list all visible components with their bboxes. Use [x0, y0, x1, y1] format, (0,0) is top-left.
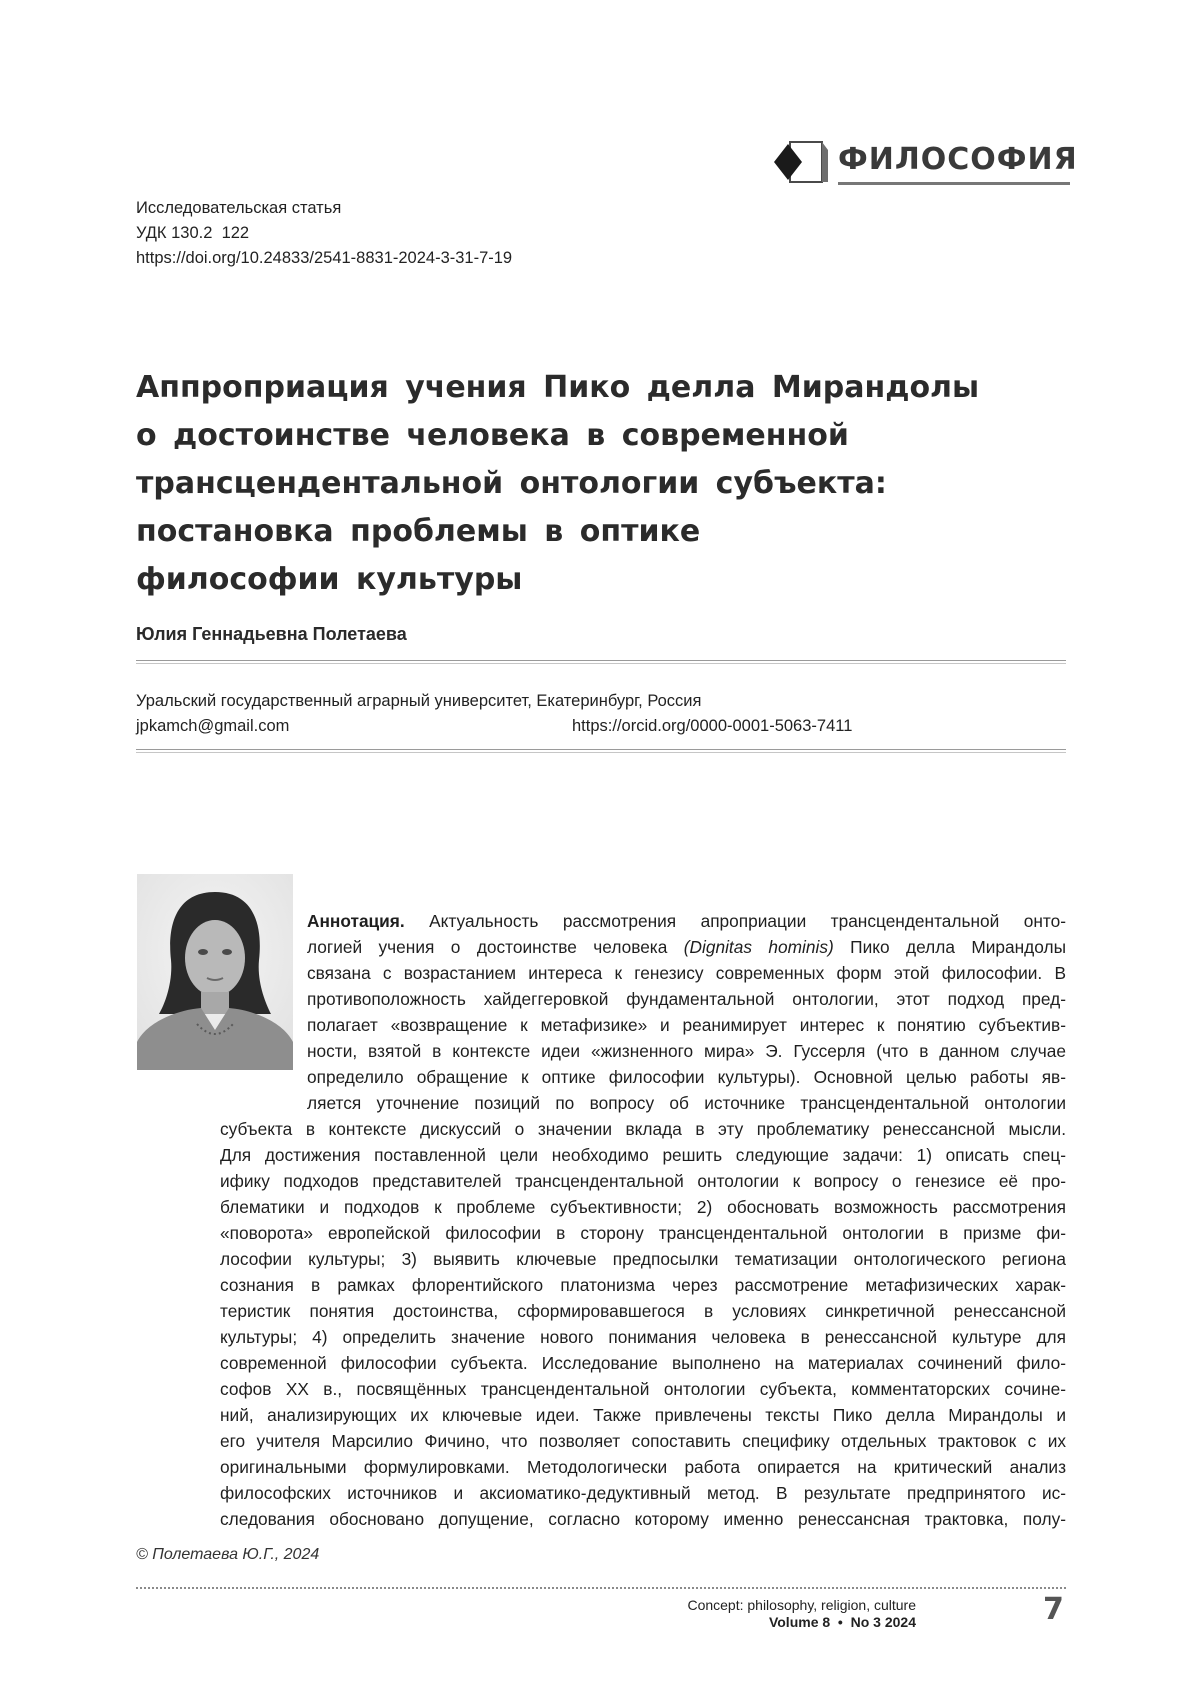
- abstract-line: софов XX в., посвящённых трансцендентальной онтологии субъекта, комментаторских сочине-: [220, 1379, 1066, 1399]
- abstract-line: блематики и подходов к проблеме субъективности; 2) обосновать возможность рассмотрения: [220, 1197, 1066, 1217]
- abstract-line: ности, взятой в контексте идеи «жизненного мира» Э. Гуссерля (что в данном случае: [307, 1041, 1066, 1061]
- title-line: трансцендентальной онтологии субъекта:: [136, 466, 887, 501]
- section-label: ФИЛОСОФИЯ: [838, 142, 1078, 177]
- abstract-line: ляется уточнение позиций по вопросу об источнике трансцендентальной онтологии: [307, 1093, 1066, 1113]
- author-portrait: [137, 874, 293, 1070]
- abstract-line: философских источников и аксиоматико-дедуктивный метод. В результате предпринятого ис-: [220, 1483, 1066, 1503]
- divider: [136, 749, 1066, 750]
- abstract-line: следования обосновано допущение, согласно которому именно ренессансная трактовка, полу-: [220, 1509, 1066, 1529]
- journal-info: [687, 1597, 916, 1631]
- abstract-line: Для достижения поставленной цели необходимо решить следующие задачи: 1) описать спец-: [220, 1145, 1066, 1165]
- article-meta: [136, 196, 512, 271]
- abstract-line: ифику подходов представителей трансцендентальной онтологии к вопросу о генезисе её про-: [220, 1171, 1066, 1191]
- abstract-line: его учителя Марсилио Фичино, что позволяет сопоставить специфику отдельных трактовок с их: [220, 1431, 1066, 1451]
- title-line: о достоинстве человека в современной: [136, 418, 849, 453]
- abstract-line: лософии культуры; 3) выявить ключевые предпосылки тематизации онтологического региона: [220, 1249, 1066, 1269]
- abstract-line: сознания в рамках флорентийского платонизма через рассмотрение метафизических харак-: [220, 1275, 1066, 1295]
- abstract-line: определило обращение к оптике философии культуры). Основной целью работы яв-: [307, 1067, 1066, 1087]
- abstract-label: Аннотация.: [307, 911, 405, 931]
- divider: [136, 752, 1066, 753]
- abstract-line: субъекта в контексте дискуссий о значении вклада в эту проблематику ренессансной мысли.: [220, 1119, 1066, 1139]
- abstract-line: противоположность хайдеггеровкой фундаментальной онтологии, этот подход пред-: [307, 989, 1066, 1009]
- abstract-line: Аннотация. Актуальность рассмотрения апроприации трансцендентальной онто-: [307, 911, 1066, 931]
- author-orcid[interactable]: https://orcid.org/0000-0001-5063-7411: [572, 717, 853, 735]
- abstract-line: культуры; 4) определить значение нового понимания человека в ренессансной культуре для: [220, 1327, 1066, 1347]
- abstract-line: современной философии субъекта. Исследование выполнено на материалах сочинений фило-: [220, 1353, 1066, 1373]
- abstract-line: оригинальными формулировками. Методологически работа опирается на критический анализ: [220, 1457, 1066, 1477]
- abstract-line: теристик понятия достоинства, сформировавшегося в условиях синкретичной ренессансной: [220, 1301, 1066, 1321]
- udk-code: УДК 130.2 122: [136, 224, 250, 242]
- doi-link[interactable]: https://doi.org/10.24833/2541-8831-2024-3-31-7-19: [136, 249, 513, 267]
- title-line: философии культуры: [136, 562, 523, 597]
- divider: [136, 660, 1066, 661]
- cube-logo-icon: [770, 138, 830, 186]
- abstract-line: полагает «возвращение к метафизике» и реанимирует интерес к понятию субъектив-: [307, 1015, 1066, 1035]
- copyright-note: © Полетаева Ю.Г., 2024: [136, 1546, 320, 1563]
- page-number: 7: [1043, 1592, 1064, 1627]
- article-type: Исследовательская статья: [136, 199, 342, 217]
- section-underline: [838, 182, 1070, 185]
- footer-divider: [136, 1587, 1066, 1589]
- section-badge: [770, 138, 1078, 186]
- author-affiliation: Уральский государственный аграрный университет, Екатеринбург, Россия: [136, 692, 702, 710]
- divider: [136, 663, 1066, 664]
- author-name: Юлия Геннадьевна Полетаева: [136, 624, 407, 644]
- journal-name: Concept: philosophy, religion, culture: [687, 1597, 916, 1613]
- abstract-line: логией учения о достоинстве человека (Dignitas hominis) Пико делла Мирандолы: [307, 937, 1067, 957]
- abstract-line: ний, анализирующих их ключевые идеи. Также привлечены тексты Пико делла Мирандолы и: [220, 1405, 1066, 1425]
- title-line: постановка проблемы в оптике: [136, 514, 701, 549]
- abstract-line: связана с возрастанием интереса к генезису современных форм этой философии. В: [307, 963, 1066, 983]
- journal-volume: Volume 8 • No 3 2024: [768, 1614, 916, 1630]
- article-title: [136, 364, 1016, 604]
- title-line: Аппроприация учения Пико делла Мирандолы: [136, 370, 980, 405]
- abstract-line: «поворота» европейской философии в сторону трансцендентальной онтологии в призме фи-: [220, 1223, 1066, 1243]
- author-email[interactable]: jpkamch@gmail.com: [136, 717, 290, 735]
